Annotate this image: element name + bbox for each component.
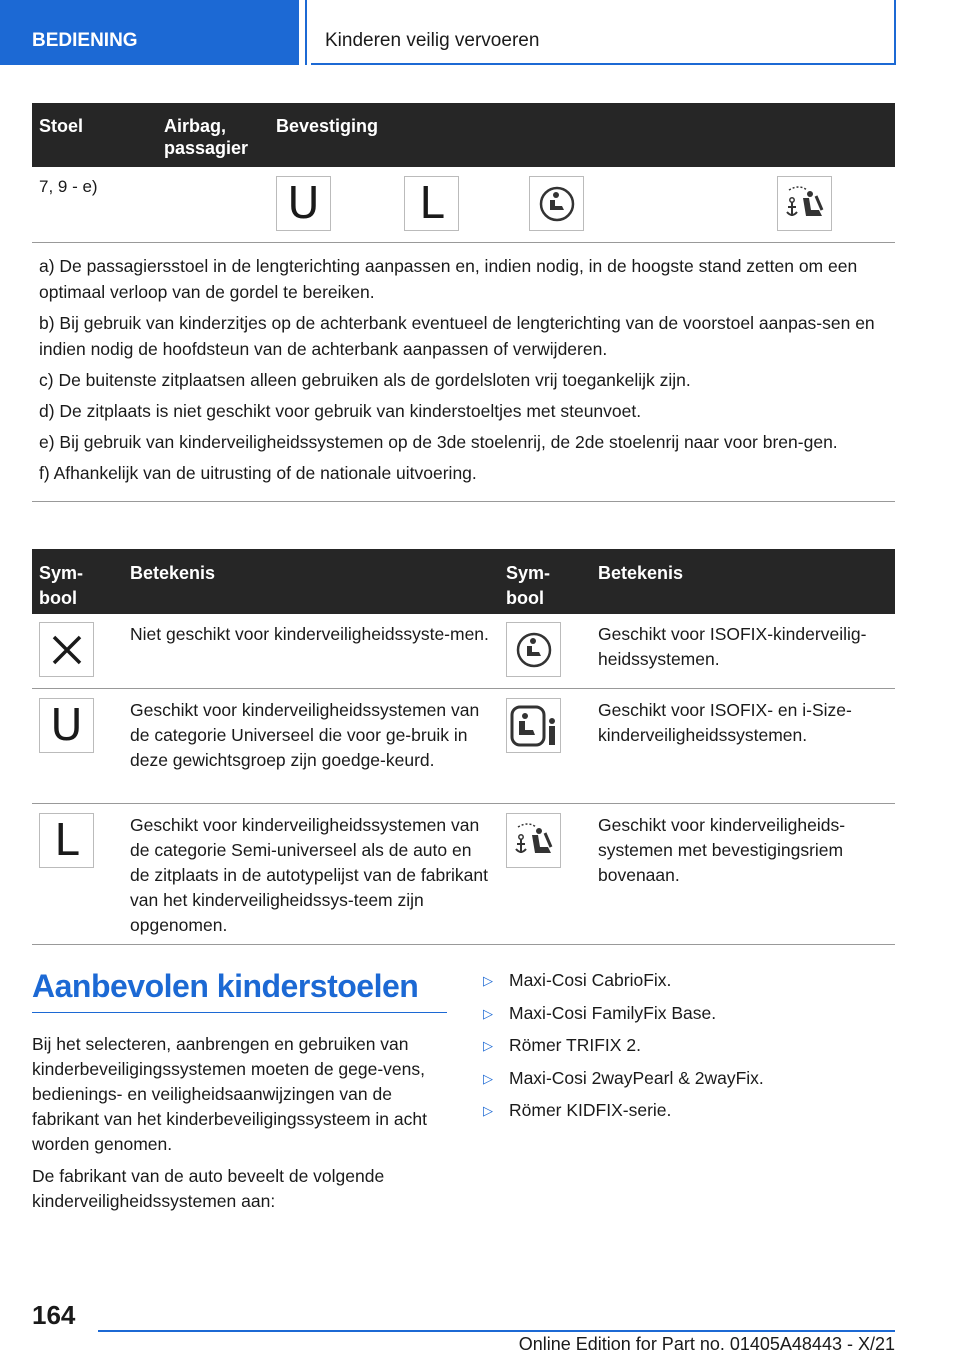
seat-row: [32, 167, 895, 243]
list-item: [483, 1033, 893, 1066]
semi-universal-symbol: [39, 813, 94, 868]
semi-universal-letter: L: [54, 814, 79, 866]
list-item-text: Maxi-Cosi CabrioFix.: [509, 970, 672, 990]
section-paragraph-2: De fabrikant van de auto beveelt de volgende kinderveiligheidssystemen aan:: [32, 1166, 385, 1211]
list-item: [483, 1098, 893, 1131]
footer-edition: Online Edition for Part no. 01405A48443 - X/21: [518, 1334, 895, 1354]
section-paragraph-1: Bij het selecteren, aanbrengen en gebruiken van kinderbeveiligingssystemen moeten de gege-vens, bedienings- en veiligheidsaanwijzingen van de fabrikant van het kinderbeveiligingssysteem in acht worden genomen.: [32, 1034, 427, 1154]
section-rule: [32, 1012, 447, 1013]
header-airbag: [164, 115, 248, 159]
note-b: b) Bij gebruik van kinderzitjes op de achterbank eventueel de lengterichting van de voorstoel aanpas-sen en indien nodig de hoofdsteun van de achterbank aanpassen of verwijderen.: [39, 313, 875, 359]
section-label: BEDIENING: [32, 30, 138, 51]
universal-letter: U: [287, 177, 320, 229]
seat-table-header: [32, 103, 895, 167]
header-symbool-1-line1: Sym-: [39, 563, 84, 583]
legend-meaning-anchor: Geschikt voor kinderveiligheids-systemen met bevestigingsriem bovenaan.: [598, 815, 846, 885]
isofix-icon: [529, 176, 584, 231]
header-symbool-2-line1: Sym-: [506, 563, 551, 583]
list-item-text: Maxi-Cosi FamilyFix Base.: [509, 1002, 717, 1023]
seat-row-label: 7, 9 - e): [39, 177, 98, 196]
universal-symbol: [276, 176, 331, 231]
header-symbool-1: [39, 561, 83, 611]
header-stoel: Stoel: [39, 116, 84, 136]
list-item: [483, 1001, 893, 1034]
header-symbool-1-line2: bool: [39, 588, 77, 608]
header-divider: [305, 0, 307, 65]
universal-symbol: [39, 698, 94, 753]
list-item-text: Römer TRIFIX 2.: [509, 1035, 641, 1055]
recommended-seats-list: [483, 968, 893, 1131]
legend-meaning-isofix: Geschikt voor ISOFIX-kinderveilig-heidssystemen.: [598, 624, 867, 669]
semi-universal-symbol: [404, 176, 459, 231]
note-a: a) De passagiersstoel in de lengterichting aanpassen en, indien nodig, in de hoogste stand zetten om een optimaal verloop van de gordel te bereiken.: [39, 256, 858, 302]
legend-row: [32, 614, 895, 689]
list-item-text: Maxi-Cosi 2wayPearl & 2wayFix.: [509, 1067, 764, 1088]
note-d: d) De zitplaats is niet geschikt voor gebruik van kinderstoeltjes met steunvoet.: [39, 401, 642, 421]
header-symbool-2: [506, 561, 550, 611]
note-f: f) Afhankelijk van de uitrusting of de nationale uitvoering.: [39, 463, 477, 483]
header-symbool-2-line2: bool: [506, 588, 544, 608]
bullet-icon: ▷: [483, 1006, 493, 1022]
symbol-legend-table: [32, 549, 895, 945]
bullet-icon: ▷: [483, 1071, 493, 1087]
semi-universal-letter: L: [419, 177, 444, 229]
note-e: e) Bij gebruik van kinderveiligheidssystemen op de 3de stoelenrij, de 2de stoelenrij naar voor bren-gen.: [39, 432, 838, 452]
bullet-icon: ▷: [483, 1104, 493, 1119]
list-item: [483, 1066, 893, 1099]
legend-row: [32, 804, 895, 945]
page-title: [311, 0, 896, 65]
legend-meaning-x: Niet geschikt voor kinderveiligheidssyste-men.: [130, 624, 489, 644]
section-tab[interactable]: [0, 0, 299, 65]
header-bevestiging: Bevestiging: [276, 116, 379, 136]
section-title: Aanbevolen kinderstoelen: [32, 968, 419, 1004]
legend-meaning-u: Geschikt voor kinderveiligheidssystemen van de categorie Universeel die voor ge-bruik in deze gewichtsgroep zijn goedge-keurd.: [130, 700, 480, 770]
not-suitable-symbol: [39, 622, 94, 677]
header-betekenis-2: Betekenis: [598, 563, 684, 583]
legend-header: [32, 549, 895, 614]
universal-letter: U: [50, 699, 83, 751]
isofix-icon: [506, 622, 561, 677]
list-item-text: Römer KIDFIX-serie.: [509, 1100, 672, 1120]
seat-table-notes: [32, 243, 895, 502]
cross-icon: [50, 633, 84, 667]
legend-row: [32, 689, 895, 804]
header-airbag-line1: Airbag,: [164, 116, 227, 136]
legend-meaning-isize: Geschikt voor ISOFIX- en i-Size-kinderveiligheidssystemen.: [598, 700, 852, 745]
i-size-icon: [506, 698, 561, 753]
header-betekenis-1: Betekenis: [130, 563, 216, 583]
anchor-seat-icon: [777, 176, 832, 231]
bullet-icon: ▷: [483, 974, 493, 989]
note-c: c) De buitenste zitplaatsen alleen gebruiken als de gordelsloten vrij toegankelijk zijn.: [39, 370, 691, 390]
page-number: 164: [32, 1300, 76, 1330]
seat-table: [32, 103, 895, 502]
header-airbag-line2: passagier: [164, 138, 249, 158]
page-title-text: Kinderen veilig vervoeren: [325, 30, 540, 51]
footer-rule: [98, 1330, 895, 1332]
legend-meaning-l: Geschikt voor kinderveiligheidssystemen van de categorie Semi-universeel als de auto en de zitplaats in de autotypelijst van de fabrikant van het kinderveiligheidssys-teem zijn opgenomen.: [130, 815, 488, 935]
bullet-icon: ▷: [483, 1039, 493, 1054]
list-item: [483, 968, 893, 1001]
anchor-seat-icon: [506, 813, 561, 868]
